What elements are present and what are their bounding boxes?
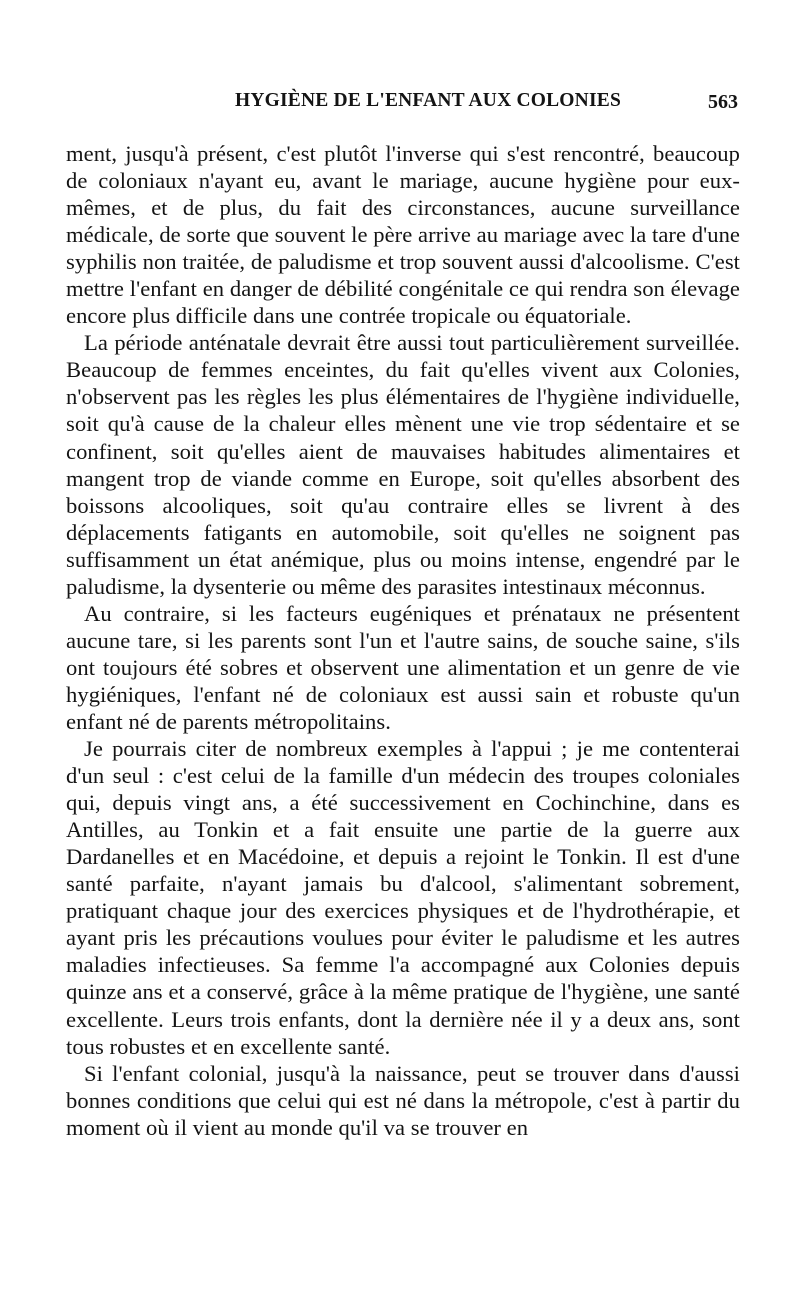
paragraph-4: Je pourrais citer de nombreux exemples à l'appui ; je me contenterai d'un seul : c'est celui de la famille d'un médecin des troupes coloniales qui, depuis vingt ans, a été successivement en Cochinchine, dans es Antilles, au Tonkin et a fait ensuite une partie de la guerre aux Dardanelles et en Macédoine, et depuis a rejoint le Tonkin. Il est d'une santé parfaite, n'ayant jamais bu d'alcool, s'alimentant sobrement, pratiquant chaque jour des exercices physiques et de l'hydrothérapie, et ayant pris les précautions voulues pour éviter le paludisme et les autres maladies infectieuses. Sa femme l'a accompagné aux Colonies depuis quinze ans et a conservé, grâce à la même pratique de l'hygiène, une santé excellente. Leurs trois enfants, dont la dernière née il y a deux ans, sont tous robustes et en excellente santé. xyxy=(66,736,740,1059)
paragraph-1: ment, jusqu'à présent, c'est plutôt l'inverse qui s'est rencontré, beaucoup de coloniaux n'ayant eu, avant le mariage, aucune hygiène pour eux-mêmes, et de plus, du fait des circonstances, aucune surveillance médicale, de sorte que souvent le père arrive au mariage avec la tare d'une syphilis non traitée, de paludisme et trop souvent aussi d'alcoolisme. C'est mettre l'enfant en danger de débilité congénitale ce qui rendra son élevage encore plus difficile dans une contrée tropicale ou équatoriale. xyxy=(66,141,740,329)
body-text xyxy=(66,140,740,1141)
running-header xyxy=(66,84,740,118)
paragraph-3: Au contraire, si les facteurs eugéniques et prénataux ne présentent aucune tare, si les parents sont l'un et l'autre sains, de souche saine, s'ils ont toujours été sobres et observent une alimentation et un genre de vie hygiéniques, l'enfant né de coloniaux est aussi sain et robuste qu'un enfant né de parents métropolitains. xyxy=(66,600,740,734)
paragraph-5: Si l'enfant colonial, jusqu'à la naissance, peut se trouver dans d'aussi bonnes conditions que celui qui est né dans la métropole, c'est à partir du moment où il vient au monde qu'il va se trouver en xyxy=(66,1060,740,1140)
paragraph-2: La période anténatale devrait être aussi tout particulièrement surveillée. Beaucoup de femmes enceintes, du fait qu'elles vivent aux Colonies, n'observent pas les règles les plus élémentaires de l'hygiène individuelle, soit qu'à cause de la chaleur elles mènent une vie trop sédentaire et se confinent, soit qu'elles aient de mauvaises habitudes alimentaires et mangent trop de viande comme en Europe, soit qu'elles absorbent des boissons alcooliques, soit qu'au contraire elles se livrent à des déplacements fatigants en automobile, soit qu'elles ne soignent pas suffisamment un état anémique, plus ou moins intense, engendré par le paludisme, la dysenterie ou même des parasites intestinaux méconnus. xyxy=(66,330,740,599)
running-title: HYGIÈNE DE L'ENFANT AUX COLONIES xyxy=(234,90,621,111)
page-number: 563 xyxy=(708,91,738,113)
